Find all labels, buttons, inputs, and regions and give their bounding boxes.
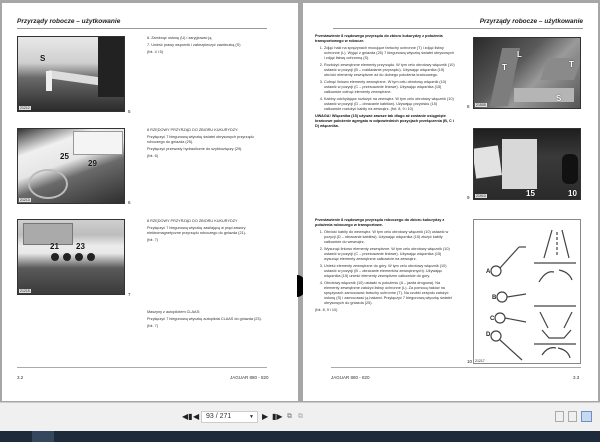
step-item: 3. Unieść elementy zewnętrzne do góry. W tym celu obrotowy włącznik (10) ustawić w pozycji (B – obracanie elementów zewnętrznych). Używając włącznika (15) unieść elementy zewnętrzne całkowicie do góry. — [324, 264, 455, 279]
text-para: (fot. 7) — [147, 324, 158, 328]
figure-number: 6 — [128, 200, 131, 205]
figure-number: 8 — [467, 104, 470, 109]
last-page-button[interactable]: ▮▶ — [272, 412, 283, 421]
figure-8-photo — [473, 37, 581, 109]
page-number: 3.2 — [17, 375, 24, 380]
pdf-toolbar — [0, 402, 600, 431]
section-heading: 8 RZĘDOWY PRZYRZĄD DO ZBIORU KUKURYDZY — [147, 219, 238, 223]
step-item: 2. Wysunąć liniowo elementy zewnętrzne. W tym celu obrotowy włącznik (10) ustawić w pozycji (C – przesuwanie liniowe). Używając włącznika (15) wysunąć elementy zewnętrzne całkowicie na zewnątrz. — [324, 247, 455, 262]
warning-note: UWAGA! Włącznika (15) używać zawsze tak długo aż zostanie osiągnięte krańcowe położenie agregatu w odpowiednich pozycjach przełączenia (B, C i D) włącznika. — [315, 114, 454, 128]
label-T: T — [569, 60, 574, 69]
first-page-button[interactable]: ◀▮ — [182, 412, 193, 421]
label-23: 23 — [76, 242, 85, 251]
label-29: 29 — [88, 159, 97, 168]
next-page-button[interactable]: ▶ — [262, 412, 269, 421]
text-para: (fot. 7) — [147, 238, 158, 242]
step-item: 1. Obrócić kabiły do wewnątrz. W tym celu obrotowy włącznik (10) ustawić w pozycji (D – obracanie kabiłów). Używając włącznika (15) złożyć kabiły całkowicie do wewnątrz. — [324, 230, 455, 245]
label-T: T — [502, 63, 507, 72]
figure-7-photo — [17, 219, 125, 295]
text-line: 7. Unieść prawy wspornik i zabezpieczyć zawleczką (S) — [147, 43, 241, 47]
figure-5-photo — [17, 36, 125, 112]
figure-code: 21213 — [20, 198, 30, 202]
taskbar-item[interactable] — [32, 431, 54, 442]
steps-list — [315, 230, 455, 306]
page-right — [303, 3, 598, 401]
page-display: 93 / 271 — [206, 413, 232, 420]
header-divider — [333, 28, 583, 29]
rotate-alt-icon[interactable]: ⧉ — [298, 413, 303, 420]
text-block-connect-21 — [147, 219, 267, 245]
figure-code: 21910 — [476, 194, 486, 198]
section-heading: Przestawienie 8 rzędowego przyrządu roboczego do zbioru kukurydzy z położenia roboczego w transportowe. — [315, 218, 445, 227]
switch-positions-icon — [474, 220, 580, 363]
text-block-autopilot — [147, 310, 267, 331]
section-heading: 8 RZĘDOWY PRZYRZĄD DO ZBIORU KUKURYDZY: — [147, 128, 239, 132]
text-section-work-to-transport — [315, 218, 455, 315]
figure-code: 21217 — [475, 359, 485, 363]
figure-9-photo — [473, 128, 581, 200]
text-para: Przyłączyć 7 biegunową wtyczkę autopilota CLAAS do gniazda (23). — [147, 317, 262, 321]
label-L: L — [517, 50, 522, 59]
step-item: 3. Cofnąć liniowo elementy zewnętrzne. W tym celu obrotowy włącznik (10) ustawić w pozycji (C – przesuwanie liniowe). Używając włącznika (15) całkowicie cofnąć elementy zewnętrzne. — [324, 80, 455, 95]
page-header: Przyrządy robocze – użytkowanie — [17, 18, 121, 25]
footer-model: JAGUAR 880 - 820 — [230, 375, 269, 380]
label-15: 15 — [526, 189, 535, 198]
two-page-view-icon[interactable] — [581, 411, 592, 422]
page-left — [2, 3, 298, 401]
figure-number: 5 — [128, 109, 131, 114]
text-para: (fot. 6) — [147, 154, 158, 158]
figure-code: 21505 — [476, 103, 486, 107]
figure-number: 7 — [128, 292, 131, 297]
text-line: (fot. 4 i 5) — [147, 50, 164, 54]
text-para: Przyłączyć 7 biegunową wtyczkę zasilającą w prąd zawory elektromagnetyczne przyrządu roboczego do gniazda (21). — [147, 226, 246, 235]
step-item: 4. Kabiny odchylające rozłożyć na zewnątrz. W tym celu obrotowy włącznik (10) ustawić w pozycji (D – obracanie kabiłów). Używając przycisku (15) całkowicie rozłożyć kabiły na zewnątrz. (fot. 8, 9 i 10) — [324, 97, 455, 112]
figure-reference: (fot. 8, 9 i 10) — [315, 308, 338, 312]
text-block-steps-6-7 — [147, 36, 267, 57]
step-item: 1. Zdjąć haki na sprężynach mocujące fartuchy ochronne (T) i zdjąć listwy ochronne (L). Wyjąć z gniazda (25) 7 biegunową wtyczkę świateł obrysowych i zdjąć listwę ochronną (S). — [324, 46, 455, 61]
step-item: 2. Rozłożyć zewnętrzne elementy przyrządu. W tym celu obrotowy włącznik (10) ustawić w pozycji (B – rozkładanie przyrządu). Używając włącznika (15) obrócić elementy zewnętrzne aż do dolnego położenia krańcowego. — [324, 63, 455, 78]
figure-number: 10 — [467, 359, 473, 364]
text-para: Przyłączyć przewody hydrauliczne do szybkozłączy (29). — [147, 147, 243, 151]
section-heading: Przestawienie 8 rzędowego przyrządu do zbioru kukurydzy z położenia transportowego w robocze. — [315, 34, 443, 43]
label-S: S — [556, 94, 562, 103]
header-divider — [17, 28, 267, 29]
taskbar — [0, 431, 600, 442]
label-D: D — [486, 332, 491, 338]
label-25: 25 — [60, 152, 69, 161]
continuous-view-icon[interactable] — [568, 411, 577, 422]
figure-code: 21215 — [20, 289, 30, 293]
label-C: C — [490, 316, 495, 322]
previous-page-button[interactable]: ◀ — [193, 412, 200, 421]
text-section-transport-to-work — [315, 34, 455, 131]
step-item: 4. Obrotowy włącznik (10) ustawić w położeniu (A – jazda drogowa). Na elementy zewnętrzne założyć listwy ochronne (L). Za pomocą haków na sprężynach zamocować fartuchy ochronne (T). Na czubki zespołu założyć osłonę (S) i zamocować ją hakami. Przyłączyć 7 biegunową wtyczkę świateł obrysowych do gniazda (25). — [324, 281, 455, 306]
figure-6-photo — [17, 128, 125, 204]
footer-divider — [17, 367, 267, 368]
label-S: S — [40, 54, 46, 63]
text-block-connect-25-29 — [147, 128, 267, 161]
footer-divider — [331, 367, 581, 368]
label-10: 10 — [568, 189, 577, 198]
figure-10-switch-diagram — [473, 219, 581, 364]
footer-model: JAGUAR 880 - 820 — [331, 375, 370, 380]
section-heading: Maszyny z autopilotem CLAAS: — [147, 310, 201, 314]
label-A: A — [486, 269, 491, 275]
rotate-icon[interactable]: ⧉ — [287, 413, 292, 420]
text-line: 6. Zamknąć osłonę (U) i zaryglować ją. — [147, 36, 213, 40]
figure-code: 21212 — [20, 106, 30, 110]
label-B: B — [492, 295, 497, 301]
figure-number: 9 — [467, 195, 470, 200]
text-para: Przyłączyć 7 biegunową wtyczkę świateł obrysowych przyrządu roboczego do gniazda (25). — [147, 135, 254, 144]
page-header: Przyrządy robocze – użytkowanie — [479, 18, 583, 25]
page-number: 3.3 — [573, 375, 580, 380]
label-21: 21 — [50, 242, 59, 251]
single-page-view-icon[interactable] — [555, 411, 564, 422]
steps-list — [315, 46, 455, 112]
page-number-input[interactable] — [201, 411, 258, 423]
chevron-down-icon[interactable]: ▼ — [249, 414, 254, 420]
